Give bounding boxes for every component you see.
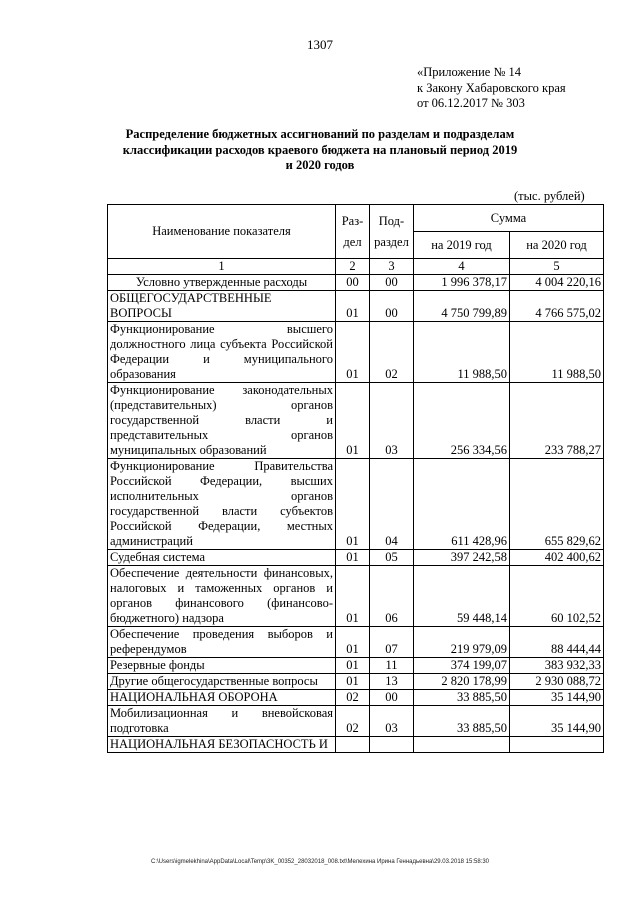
table-row	[108, 737, 604, 753]
row-name: НАЦИОНАЛЬНАЯ БЕЗОПАСНОСТЬ И	[108, 737, 336, 753]
row-amount-2019: 397 242,58	[414, 550, 510, 566]
budget-table	[107, 204, 604, 753]
row-section: 01	[336, 291, 370, 322]
row-subsection: 03	[370, 383, 414, 459]
appendix-reference	[417, 65, 566, 112]
row-subsection: 00	[370, 275, 414, 291]
column-number: 5	[510, 259, 604, 275]
row-amount-2019: 33 885,50	[414, 690, 510, 706]
row-section: 00	[336, 275, 370, 291]
page-number: 1307	[307, 37, 333, 52]
column-number: 4	[414, 259, 510, 275]
row-subsection: 05	[370, 550, 414, 566]
row-amount-2019	[414, 737, 510, 753]
table-row	[108, 674, 604, 690]
column-number-row	[108, 259, 604, 275]
row-name: Функционирование законодательных (представительных) органов государственной власти и представительных органов муниципальных образований	[108, 383, 336, 459]
row-name: Функционирование высшего должностного лица субъекта Российской Федерации и муниципального образования	[108, 322, 336, 383]
row-amount-2020: 35 144,90	[510, 706, 604, 737]
row-amount-2019: 4 750 799,89	[414, 291, 510, 322]
row-name: Обеспечение проведения выборов и референдумов	[108, 627, 336, 658]
table-row	[108, 291, 604, 322]
header-section: Раз- дел	[336, 205, 370, 259]
row-amount-2020	[510, 737, 604, 753]
row-section: 02	[336, 706, 370, 737]
row-amount-2019: 219 979,09	[414, 627, 510, 658]
row-name: Обеспечение деятельности финансовых, налоговых и таможенных органов и органов финансового (финансово-бюджетного) надзора	[108, 566, 336, 627]
row-amount-2020: 402 400,62	[510, 550, 604, 566]
row-amount-2020: 88 444,44	[510, 627, 604, 658]
row-amount-2020: 655 829,62	[510, 459, 604, 550]
row-section: 01	[336, 627, 370, 658]
appendix-line: «Приложение № 14	[417, 65, 522, 79]
table-row	[108, 275, 604, 291]
row-amount-2020: 35 144,90	[510, 690, 604, 706]
row-subsection	[370, 737, 414, 753]
row-amount-2020: 2 930 088,72	[510, 674, 604, 690]
header-year-2020: на 2020 год	[510, 232, 604, 259]
row-name: Функционирование Правительства Российской Федерации, высших исполнительных органов государственной власти субъектов Российской Федерации, местных администраций	[108, 459, 336, 550]
table-row	[108, 690, 604, 706]
row-name: Условно утвержденные расходы	[108, 275, 336, 291]
row-amount-2020: 233 788,27	[510, 383, 604, 459]
column-number: 1	[108, 259, 336, 275]
row-amount-2019: 1 996 378,17	[414, 275, 510, 291]
appendix-line: к Закону Хабаровского края	[417, 80, 566, 95]
row-section: 01	[336, 566, 370, 627]
header-sum: Сумма	[414, 205, 604, 232]
row-subsection: 00	[370, 291, 414, 322]
row-subsection: 11	[370, 658, 414, 674]
document-title: Распределение бюджетных ассигнований по разделам и подразделам классификации расходов краевого бюджета на плановый период 2019 и 2020 годов	[122, 127, 518, 172]
row-section	[336, 737, 370, 753]
table-row	[108, 627, 604, 658]
row-amount-2019: 59 448,14	[414, 566, 510, 627]
table-row	[108, 383, 604, 459]
document-footer-path: C:\Users\igmelekhina\AppData\Local\Temp\3K_00352_28032018_008.txt\Мелехина Ирина Геннадьевна\29.03.2018 15:58:30	[150, 859, 490, 865]
row-section: 01	[336, 658, 370, 674]
table-row	[108, 706, 604, 737]
row-subsection: 13	[370, 674, 414, 690]
row-section: 01	[336, 322, 370, 383]
row-amount-2019: 11 988,50	[414, 322, 510, 383]
row-amount-2020: 11 988,50	[510, 322, 604, 383]
row-section: 01	[336, 674, 370, 690]
row-name: ОБЩЕГОСУДАРСТВЕННЫЕ ВОПРОСЫ	[108, 291, 336, 322]
row-name: НАЦИОНАЛЬНАЯ ОБОРОНА	[108, 690, 336, 706]
row-amount-2020: 4 004 220,16	[510, 275, 604, 291]
row-section: 01	[336, 550, 370, 566]
table-row	[108, 566, 604, 627]
row-section: 01	[336, 459, 370, 550]
row-amount-2020: 383 932,33	[510, 658, 604, 674]
appendix-line: от 06.12.2017 № 303	[417, 96, 525, 110]
table-row	[108, 322, 604, 383]
table-row	[108, 459, 604, 550]
row-amount-2019: 374 199,07	[414, 658, 510, 674]
row-subsection: 04	[370, 459, 414, 550]
row-name: Другие общегосударственные вопросы	[108, 674, 336, 690]
row-name: Мобилизационная и вневойсковая подготовка	[108, 706, 336, 737]
row-amount-2019: 2 820 178,99	[414, 674, 510, 690]
column-number: 2	[336, 259, 370, 275]
row-amount-2020: 4 766 575,02	[510, 291, 604, 322]
row-section: 01	[336, 383, 370, 459]
header-year-2019: на 2019 год	[414, 232, 510, 259]
row-amount-2019: 611 428,96	[414, 459, 510, 550]
row-amount-2019: 256 334,56	[414, 383, 510, 459]
row-subsection: 00	[370, 690, 414, 706]
row-subsection: 03	[370, 706, 414, 737]
column-number: 3	[370, 259, 414, 275]
row-subsection: 07	[370, 627, 414, 658]
units-label: (тыс. рублей)	[514, 189, 585, 203]
row-name: Резервные фонды	[108, 658, 336, 674]
table-row	[108, 658, 604, 674]
header-name: Наименование показателя	[108, 205, 336, 259]
table-row	[108, 550, 604, 566]
row-section: 02	[336, 690, 370, 706]
row-name: Судебная система	[108, 550, 336, 566]
header-subsection: Под- раздел	[370, 205, 414, 259]
row-subsection: 06	[370, 566, 414, 627]
row-subsection: 02	[370, 322, 414, 383]
row-amount-2020: 60 102,52	[510, 566, 604, 627]
row-amount-2019: 33 885,50	[414, 706, 510, 737]
